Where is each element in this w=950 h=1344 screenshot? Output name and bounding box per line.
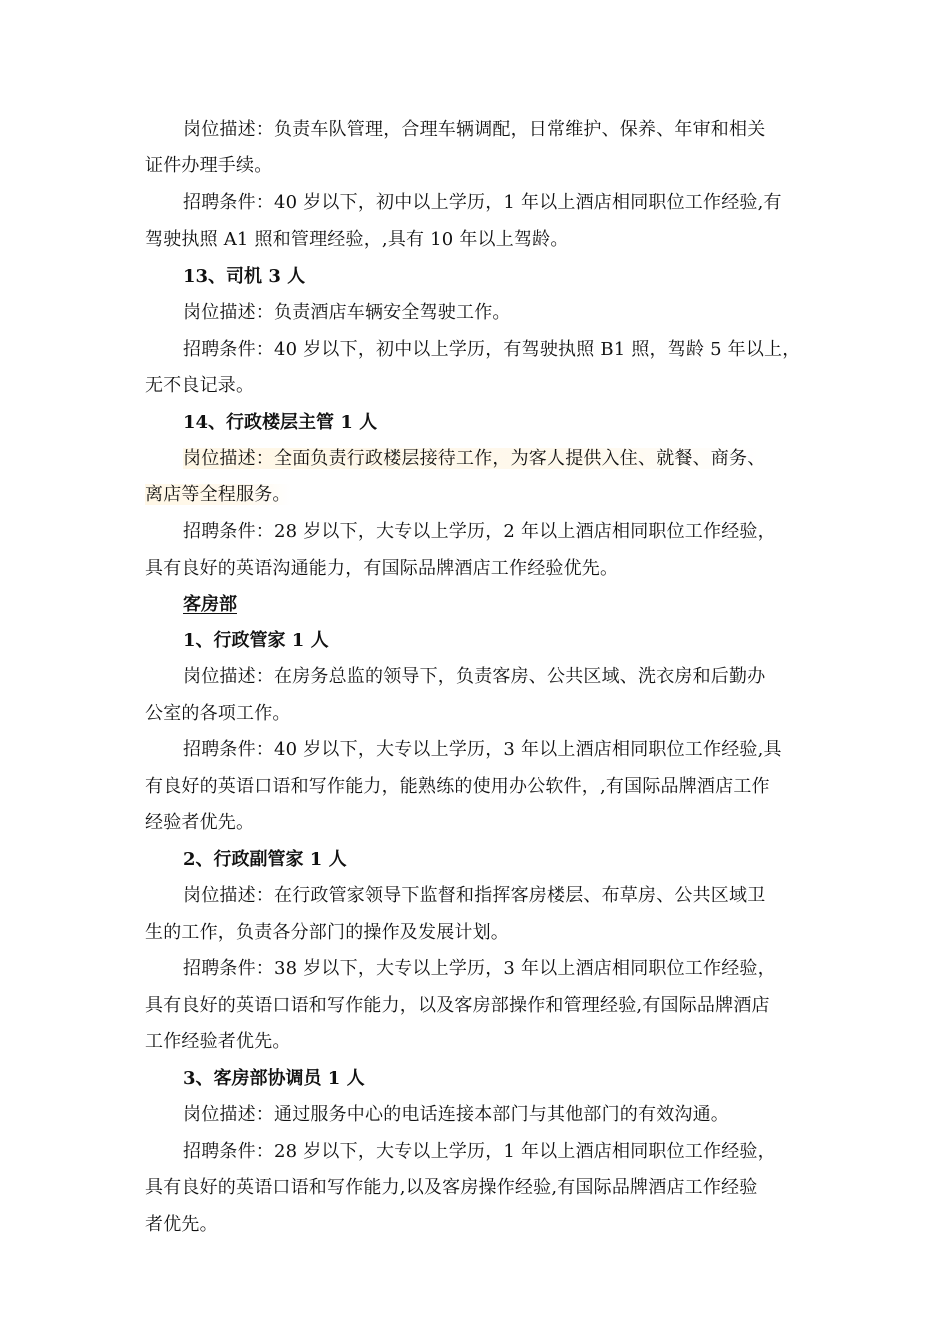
- job-requirements-line: 经验者优先。: [145, 812, 255, 833]
- job-description-line: [145, 483, 291, 507]
- job-requirements-line: 者优先。: [145, 1214, 218, 1235]
- job-requirements-line: 具有良好的英语口语和写作能力，以及客房部操作和管理经验,有国际品牌酒店: [145, 995, 770, 1016]
- position-heading: 2、行政副管家 1 人: [183, 849, 347, 870]
- job-requirements-line: 招聘条件：28 岁以下，大专以上学历，1 年以上酒店相同职位工作经验，: [183, 1141, 776, 1162]
- job-requirements-line: 招聘条件：40 岁以下，大专以上学历，3 年以上酒店相同职位工作经验,具: [183, 739, 782, 760]
- job-description-line: 岗位描述：在房务总监的领导下，负责客房、公共区域、洗衣房和后勤办: [183, 666, 766, 687]
- job-requirements-line: 驾驶执照 A1 照和管理经验，,具有 10 年以上驾龄。: [145, 229, 569, 250]
- position-heading: 14、行政楼层主管 1 人: [183, 412, 378, 433]
- job-requirements-line: 招聘条件：40 岁以下，初中以上学历，有驾驶执照 B1 照，驾龄 5 年以上，: [183, 339, 801, 360]
- position-heading: 3、客房部协调员 1 人: [183, 1068, 365, 1089]
- job-requirements-line: 具有良好的英语沟通能力，有国际品牌酒店工作经验优先。: [145, 558, 619, 579]
- job-description-line: 公室的各项工作。: [145, 703, 291, 724]
- job-description-line: 岗位描述：负责酒店车辆安全驾驶工作。: [183, 302, 511, 323]
- position-heading: 1、行政管家 1 人: [183, 630, 329, 651]
- department-heading: 客房部: [183, 594, 237, 615]
- job-description-line: 岗位描述：在行政管家领导下监督和指挥客房楼层、布草房、公共区域卫: [183, 885, 766, 906]
- job-requirements-line: 工作经验者优先。: [145, 1031, 291, 1052]
- highlighted-text: 岗位描述：全面负责行政楼层接待工作，为客人提供入住、就餐、商务、: [183, 448, 766, 469]
- job-requirements-line: 招聘条件：40 岁以下，初中以上学历，1 年以上酒店相同职位工作经验,有: [183, 192, 782, 213]
- position-heading: 13、司机 3 人: [183, 266, 306, 287]
- job-requirements-line: 有良好的英语口语和写作能力，能熟练的使用办公软件，,有国际品牌酒店工作: [145, 776, 770, 797]
- job-description-line: [183, 447, 765, 471]
- job-description-line: 生的工作，负责各分部门的操作及发展计划。: [145, 922, 509, 943]
- job-requirements-line: 招聘条件：38 岁以下，大专以上学历，3 年以上酒店相同职位工作经验，: [183, 958, 776, 979]
- job-description-line: 岗位描述：负责车队管理，合理车辆调配，日常维护、保养、年审和相关: [183, 119, 766, 140]
- job-requirements-line: 无不良记录。: [145, 375, 255, 396]
- job-requirements-line: 招聘条件：28 岁以下，大专以上学历，2 年以上酒店相同职位工作经验，: [183, 521, 776, 542]
- job-description-line: 岗位描述：通过服务中心的电话连接本部门与其他部门的有效沟通。: [183, 1104, 729, 1125]
- job-requirements-line: 具有良好的英语口语和写作能力,以及客房操作经验,有国际品牌酒店工作经验: [145, 1177, 758, 1198]
- job-description-line: 证件办理手续。: [145, 155, 273, 176]
- highlighted-text: 离店等全程服务。: [145, 484, 291, 505]
